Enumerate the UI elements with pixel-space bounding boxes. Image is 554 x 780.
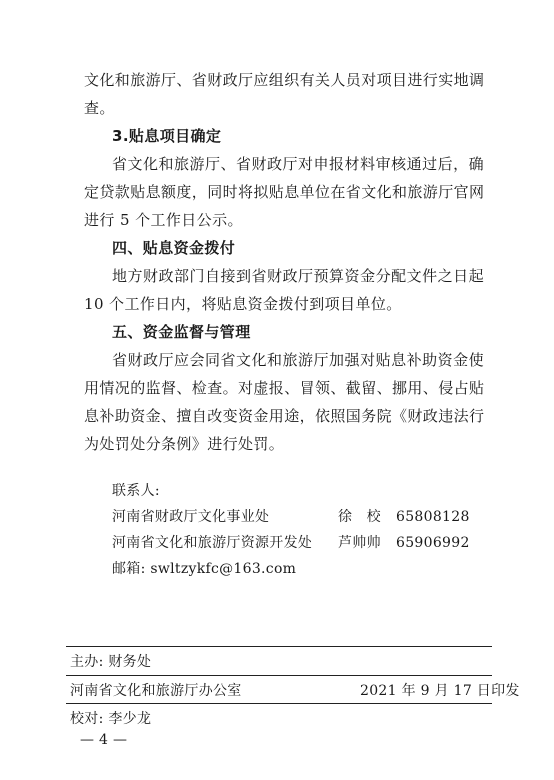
paragraph-line: 省财政厅应会同省文化和旅游厅加强对贴息补助资金使 [112, 351, 484, 369]
host-unit: 主办: 财务处 [70, 654, 152, 670]
contact-org: 河南省文化和旅游厅资源开发处 [112, 535, 313, 551]
contact-phone: 65906992 [396, 535, 470, 551]
paragraph-line: 用情况的监督、检查。对虚报、冒领、截留、挪用、侵占贴 [84, 379, 485, 397]
contact-phone: 65808128 [396, 509, 470, 525]
section-heading: 五、资金监督与管理 [112, 323, 251, 341]
page-number: — 4 — [80, 732, 128, 748]
proofreader: 校对: 李少龙 [70, 711, 152, 727]
section-heading: 四、贴息资金拨付 [112, 239, 236, 257]
paragraph-line: 地方财政部门自接到省财政厅预算资金分配文件之日起 [112, 267, 484, 285]
paragraph-line: 为处罚处分条例》进行处罚。 [84, 435, 285, 453]
paragraph-line: 10 个工作日内，将贴息资金拨付到项目单位。 [84, 295, 402, 313]
paragraph-line: 进行 5 个工作日公示。 [84, 211, 243, 229]
contacts-label: 联系人: [112, 483, 160, 499]
paragraph-line: 文化和旅游厅、省财政厅应组织有关人员对项目进行实地调 [84, 71, 485, 89]
footer-rule [66, 646, 492, 647]
contact-name: 芦帅帅 [338, 535, 381, 551]
paragraph-line: 息补助资金、擅自改变资金用途，依照国务院《财政违法行 [84, 407, 485, 425]
contact-name: 徐 校 [338, 509, 381, 525]
issuer: 河南省文化和旅游厅办公室 [70, 683, 242, 699]
footer-rule [66, 703, 492, 704]
footer-rule [66, 675, 492, 676]
paragraph-line: 查。 [84, 99, 115, 117]
section-heading: 3.贴息项目确定 [112, 127, 222, 145]
paragraph-line: 定贷款贴息额度，同时将拟贴息单位在省文化和旅游厅官网 [84, 183, 485, 201]
contact-org: 河南省财政厅文化事业处 [112, 509, 270, 525]
paragraph-line: 省文化和旅游厅、省财政厅对申报材料审核通过后，确 [112, 155, 484, 173]
issue-date: 2021 年 9 月 17 日印发 [360, 683, 520, 699]
contact-email: 邮箱: swltzykfc@163.com [112, 561, 297, 577]
